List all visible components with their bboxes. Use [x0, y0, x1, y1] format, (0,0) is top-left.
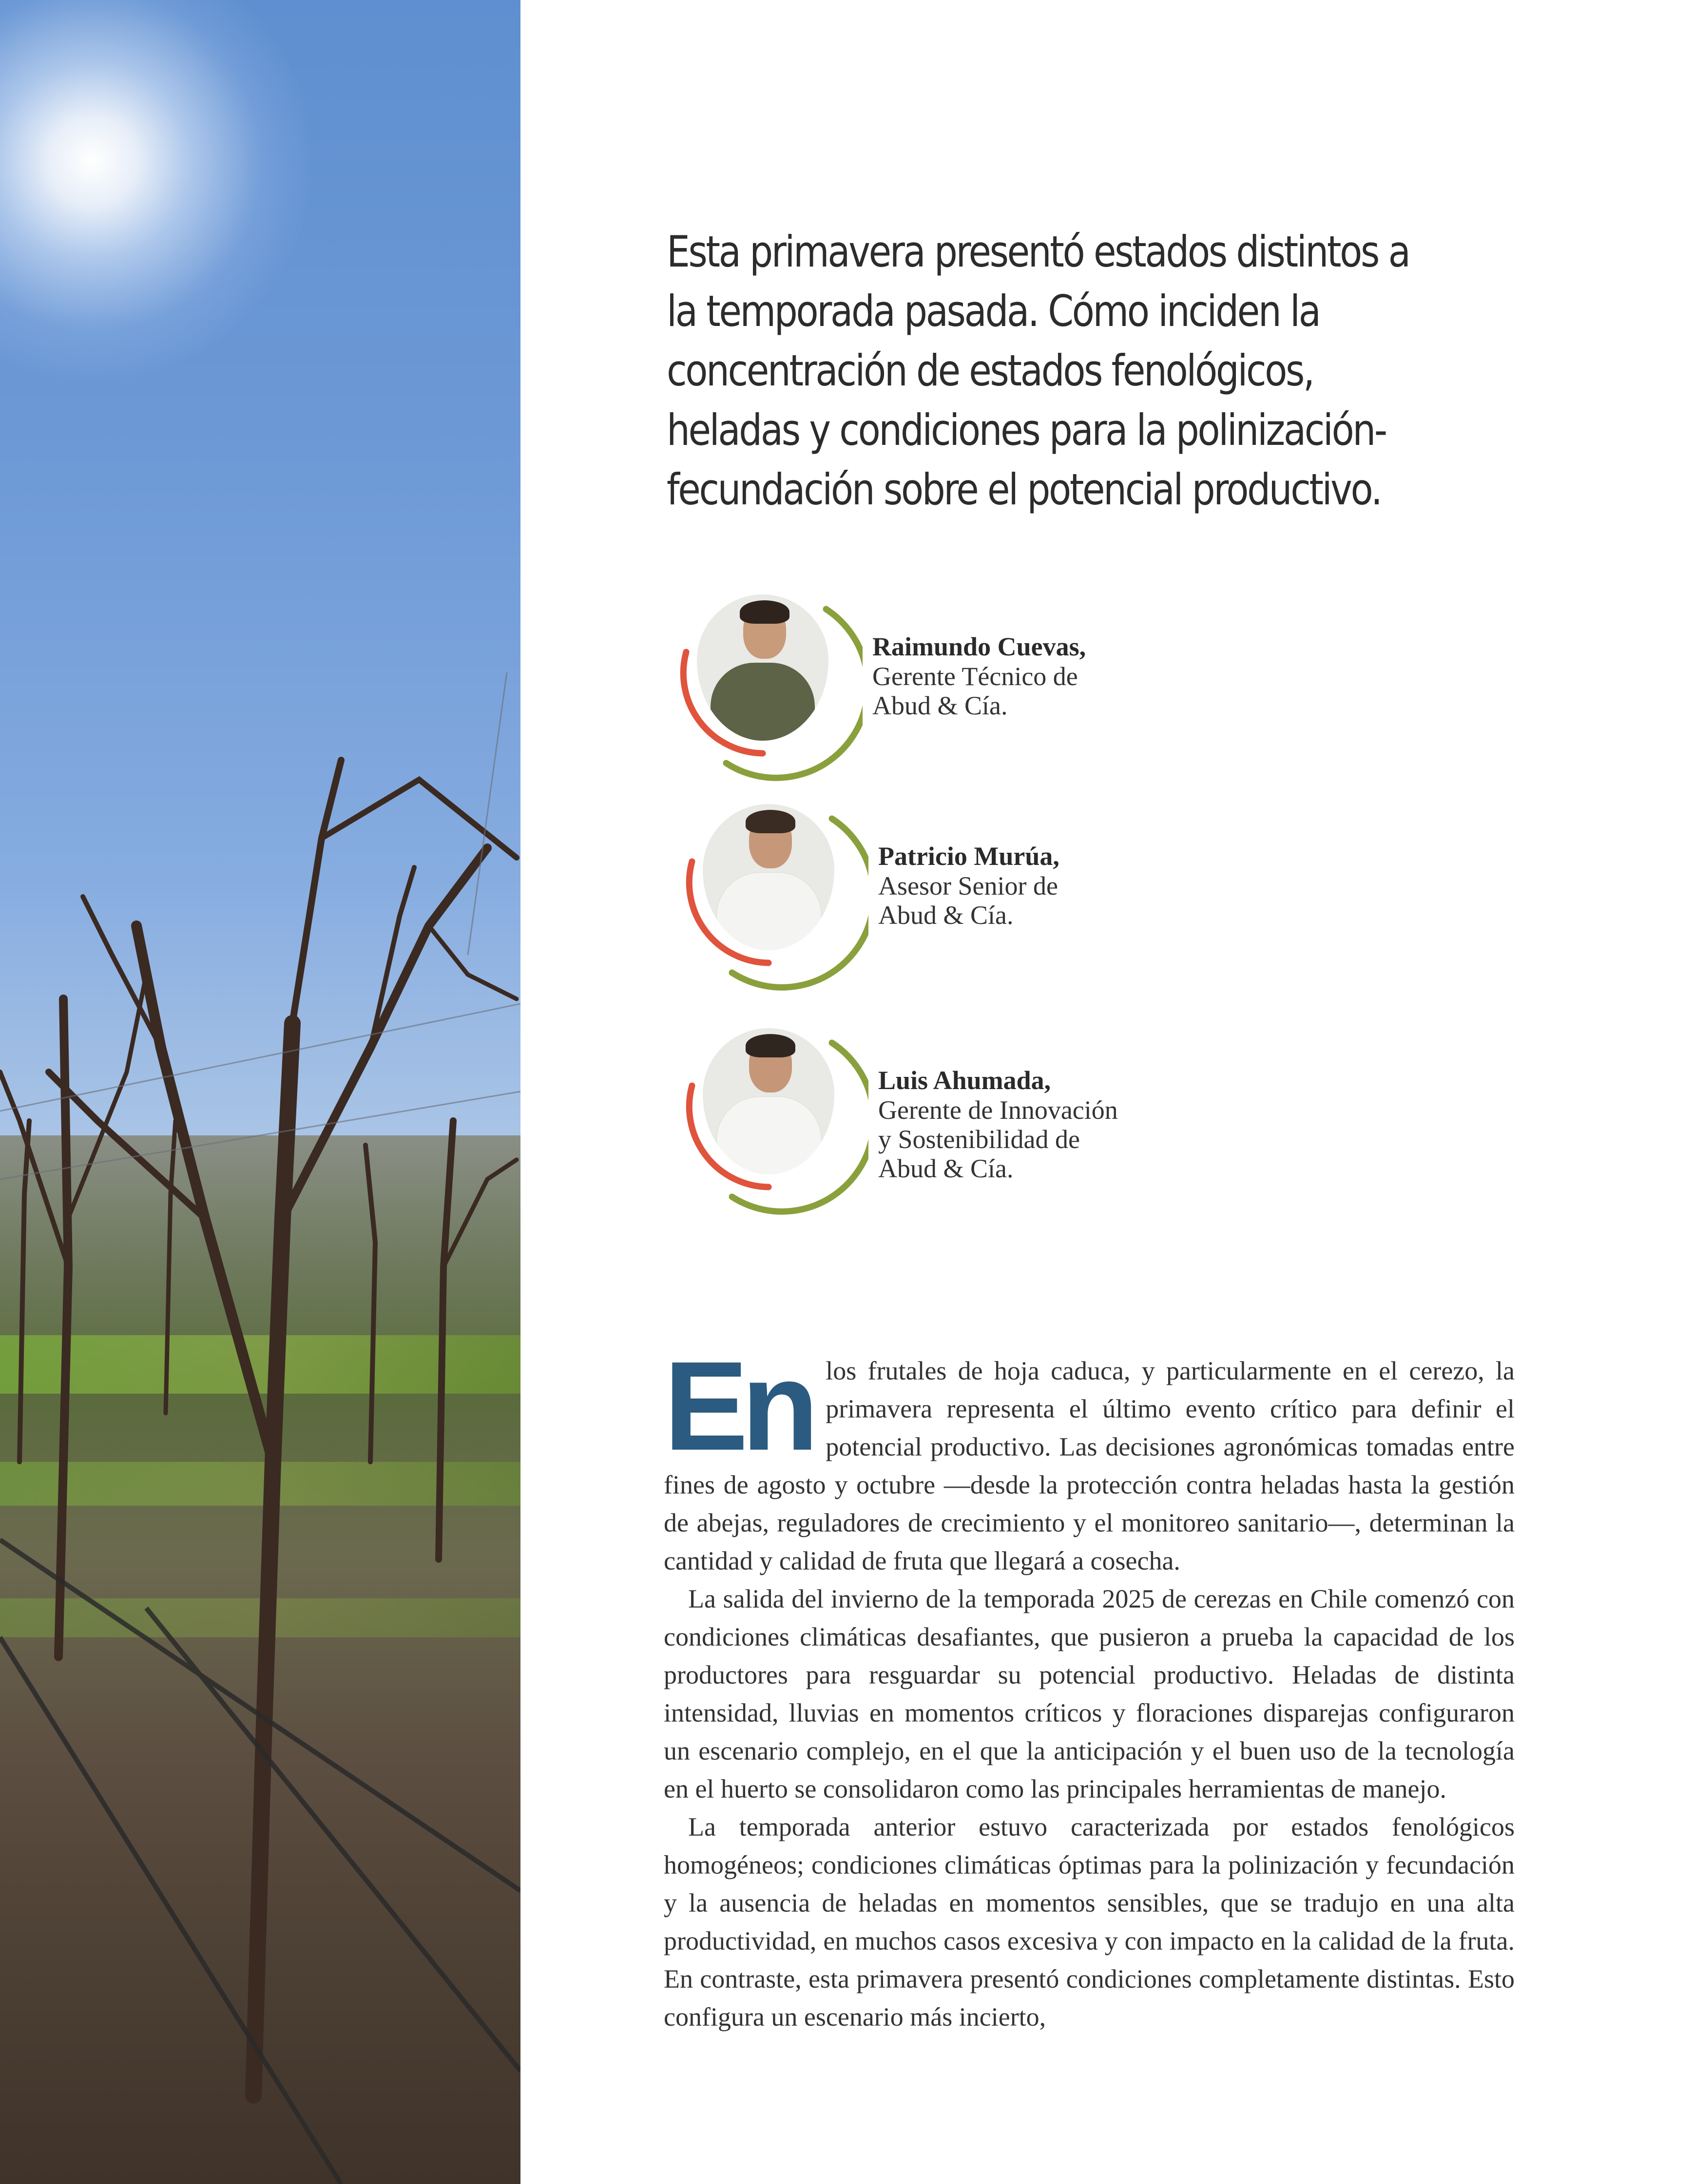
article-body: [664, 1336, 1515, 2036]
author-card: [664, 1013, 1249, 1207]
paragraph-text: los frutales de hoja caduca, y particularmente en el cerezo, la primavera representa el último evento crítico para definir el potencial productivo. Las decisiones agronómicas tomadas entre fines de agosto y octubre —desde la protección contra heladas hasta la gestión de abejas, reguladores de crecimiento y el monitoreo sanitario—, determinan la cantidad y calidad de fruta que llegará a cosecha.: [664, 1356, 1515, 1575]
article-lead: Esta primavera presentó estados distintos a la temporada pasada. Cómo inciden la concentración de estados fenológicos, heladas y condiciones para la polinización-fecundación sobre el potencial productivo.: [667, 227, 1409, 515]
author-card: [664, 788, 1249, 983]
orchard-photo: [0, 0, 520, 2184]
author-name: Raimundo Cuevas,: [872, 632, 1086, 661]
author-card: [658, 579, 1243, 774]
article-paragraph: La salida del invierno de la temporada 2025 de cerezas en Chile comenzó con condiciones climáticas desafiantes, que pusieron a prueba la capacidad de los productores para resguardar su potencial productivo. Heladas de distinta intensidad, lluvias en momentos críticos y floraciones disparejas configuraron un escenario complejo, en el que la anticipación y el buen uso de la tecnología en el huerto se consolidaron como las principales herramientas de manejo.: [664, 1584, 1515, 1803]
drop-cap: En: [664, 1336, 812, 1477]
author-role: Asesor Senior de Abud & Cía.: [878, 871, 1058, 930]
author-role: Gerente Técnico de Abud & Cía.: [872, 662, 1078, 720]
author-name: Patricio Murúa,: [878, 842, 1059, 871]
author-portrait: [703, 804, 834, 950]
author-portrait: [703, 1028, 834, 1174]
article-paragraph: La temporada anterior estuvo caracterizada por estados fenológicos homogéneos; condiciones climáticas óptimas para la polinización y fecundación y la ausencia de heladas en momentos sensibles, que se tradujo en una alta productividad, en muchos casos excesiva y con impacto en la calidad de la fruta. En contraste, esta primavera presentó condiciones completamente distintas. Esto configura un escenario más incierto,: [664, 1812, 1515, 2031]
tree-branches: [0, 0, 520, 2184]
author-name: Luis Ahumada,: [878, 1066, 1051, 1095]
article-paragraph: [664, 1336, 1515, 1580]
author-portrait: [697, 594, 828, 741]
author-role: Gerente de Innovación y Sostenibilidad de Abud & Cía.: [878, 1095, 1118, 1183]
